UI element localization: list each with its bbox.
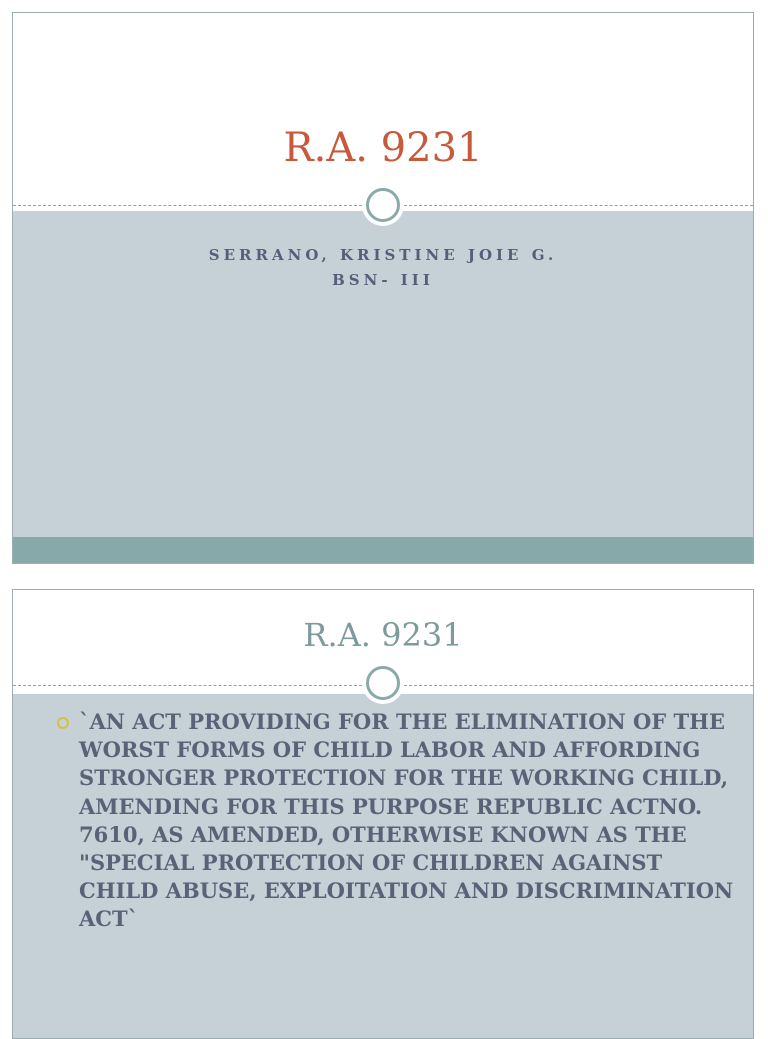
ring-ornament-icon xyxy=(362,184,404,226)
ring-ornament-icon xyxy=(362,662,404,704)
slide-title: R.A. 9231 xyxy=(303,616,463,654)
bullet-circle-icon xyxy=(57,717,69,729)
content-slide xyxy=(12,589,754,1039)
slide-title: R.A. 9231 xyxy=(283,125,483,171)
footer-band xyxy=(13,537,753,564)
author-name: SERRANO, KRISTINE JOIE G. xyxy=(208,246,558,264)
title-area xyxy=(13,13,753,211)
author-course: BSN- III xyxy=(332,271,434,289)
bullet-text: `AN ACT PROVIDING FOR THE ELIMINATION OF THE WORST FORMS OF CHILD LABOR AND AFFORDING STRONGER PROTECTION FOR THE WORKING CHILD, AMENDING FOR THIS PURPOSE REPUBLIC ACTNO. 7610, AS AMENDED, OTHERWISE KNOWN AS THE "SPECIAL PROTECTION OF CHILDREN AGAINST CHILD ABUSE, EXPLOITATION AND DISCRIMINATION ACT` xyxy=(79,709,734,932)
slide-subtitle xyxy=(13,243,753,293)
title-slide xyxy=(12,12,754,564)
